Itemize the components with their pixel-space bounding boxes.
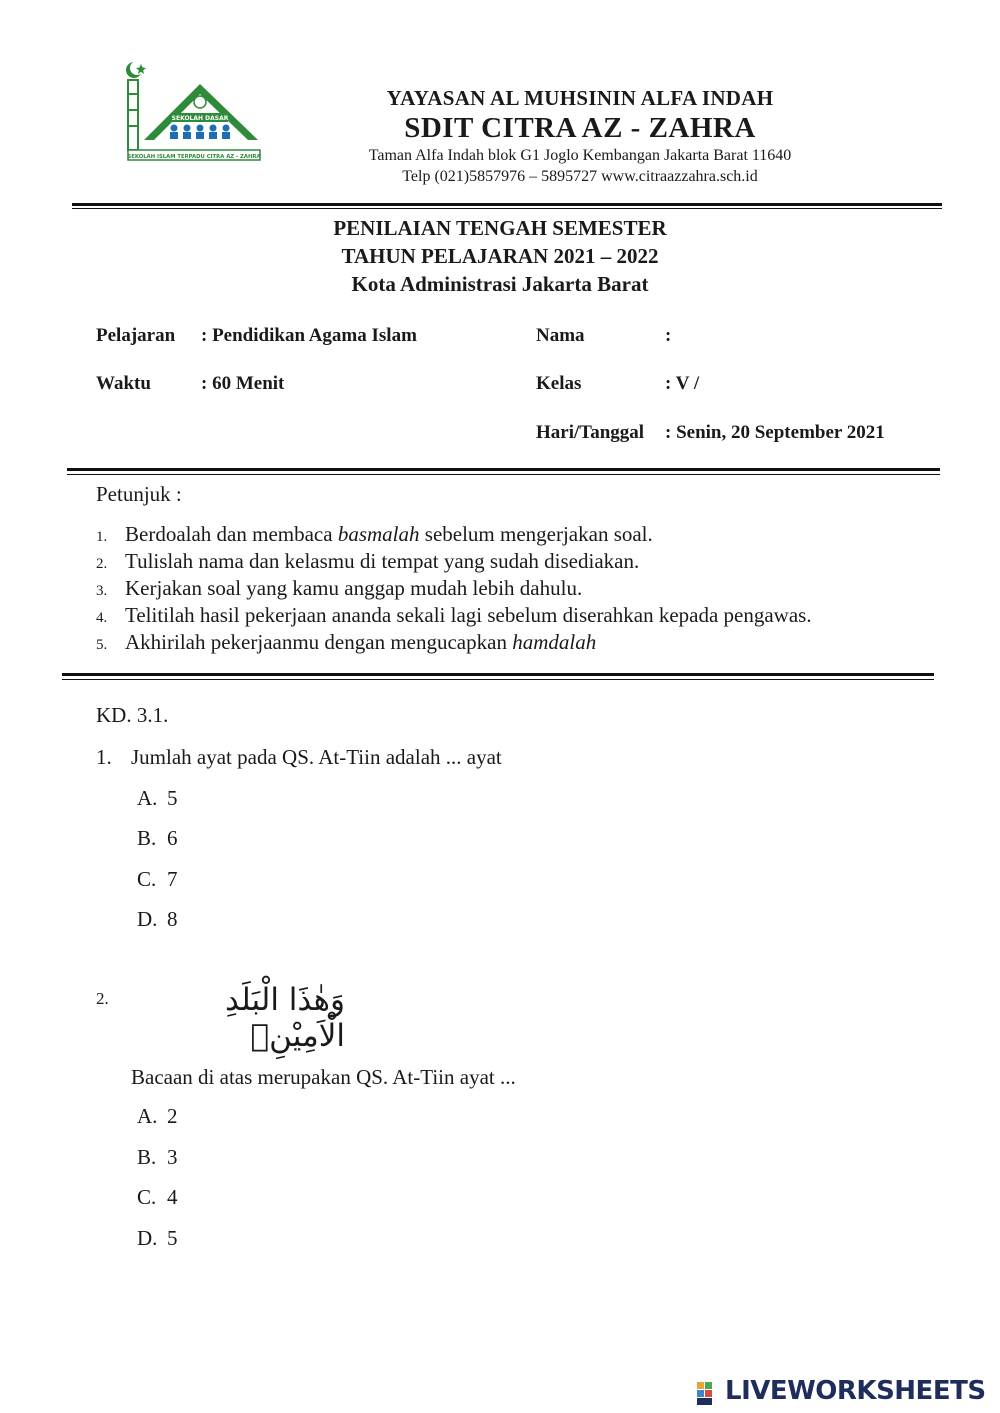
option-letter: C.	[137, 867, 157, 891]
exam-year: TAHUN PELAJARAN 2021 – 2022	[341, 244, 659, 268]
instruction-number: 1.	[96, 529, 108, 545]
info-divider-thin	[67, 474, 940, 475]
option-text: 3	[167, 1145, 178, 1169]
option-letter: D.	[137, 907, 158, 931]
answer-option	[137, 907, 178, 932]
answer-option	[137, 1145, 178, 1170]
option-letter: C.	[137, 1185, 157, 1209]
instruction-text: Berdoalah dan membaca	[125, 522, 338, 546]
instructions-divider-thin	[62, 679, 934, 680]
question-2-text: Bacaan di atas merupakan QS. At-Tiin ayat ...	[131, 1065, 516, 1089]
name-label: Nama	[536, 325, 585, 346]
option-letter: A.	[137, 1104, 158, 1128]
date-label: Hari/Tanggal	[536, 422, 645, 443]
option-text: 6	[167, 826, 178, 850]
instruction-text-end: sebelum mengerjakan soal.	[419, 522, 653, 546]
instructions-heading: Petunjuk :	[96, 482, 182, 506]
question-2-arabic-verse: وَهٰذَا الْبَلَدِ الْاَمِيْنِۙ	[224, 982, 345, 1054]
instruction-text: Tulislah nama dan kelasmu di tempat yang sudah disediakan.	[125, 549, 640, 573]
option-text: 5	[167, 786, 178, 810]
question-1-number: 1.	[96, 745, 112, 769]
instructions-divider-thick	[62, 673, 934, 676]
answer-option	[137, 786, 178, 811]
option-text: 7	[167, 867, 178, 891]
instruction-item	[96, 549, 639, 574]
instruction-number: 5.	[96, 637, 108, 653]
school-phone: Telp (021)5857976 – 5895727 www.citraazzahra.sch.id	[402, 168, 758, 185]
date-value: : Senin, 20 September 2021	[665, 422, 885, 443]
section-label: KD. 3.1.	[96, 703, 169, 727]
instruction-item	[96, 576, 582, 601]
option-text: 2	[167, 1104, 178, 1128]
instruction-text: Telitilah hasil pekerjaan ananda sekali lagi sebelum diserahkan kepada pengawas.	[125, 603, 812, 627]
answer-option	[137, 1185, 178, 1210]
header-divider-thin	[72, 208, 942, 209]
name-value: :	[665, 325, 672, 346]
foundation-name: YAYASAN AL MUHSININ ALFA INDAH	[386, 86, 774, 110]
header-divider-thick	[72, 203, 942, 206]
exam-title: PENILAIAN TENGAH SEMESTER	[333, 216, 667, 240]
option-letter: B.	[137, 1145, 157, 1169]
liveworksheets-watermark: LIVEWORKSHEETS	[725, 1376, 986, 1406]
option-letter: A.	[137, 786, 158, 810]
option-text: 8	[167, 907, 178, 931]
time-value: : 60 Menit	[201, 373, 285, 394]
instruction-number: 3.	[96, 583, 108, 599]
class-value: : V /	[665, 373, 700, 394]
instruction-emphasis: basmalah	[337, 522, 420, 546]
liveworksheets-logo-icon	[697, 1382, 721, 1406]
instruction-emphasis: hamdalah	[512, 630, 597, 654]
instruction-text: Akhirilah pekerjaanmu dengan mengucapkan	[125, 630, 513, 654]
instruction-item	[96, 630, 596, 655]
subject-label: Pelajaran	[96, 325, 176, 346]
school-name: SDIT CITRA AZ - ZAHRA	[404, 112, 756, 144]
question-1-text: Jumlah ayat pada QS. At-Tiin adalah ... ayat	[131, 745, 502, 769]
option-text: 4	[167, 1185, 178, 1209]
class-label: Kelas	[536, 373, 582, 394]
time-label: Waktu	[96, 373, 151, 394]
option-letter: B.	[137, 826, 157, 850]
instruction-item	[96, 522, 653, 547]
answer-option	[137, 1104, 178, 1129]
answer-option	[137, 826, 178, 851]
exam-city: Kota Administrasi Jakarta Barat	[351, 272, 649, 296]
option-letter: D.	[137, 1226, 158, 1250]
question-2-number: 2.	[96, 989, 109, 1008]
school-address: Taman Alfa Indah blok G1 Joglo Kembangan Jakarta Barat 11640	[368, 147, 792, 164]
instruction-item	[96, 603, 812, 628]
answer-option	[137, 1226, 178, 1251]
logo-top-text: SEKOLAH DASAR	[171, 115, 229, 122]
info-divider-thick	[67, 468, 940, 471]
instruction-text: Kerjakan soal yang kamu anggap mudah lebih dahulu.	[125, 576, 583, 600]
option-text: 5	[167, 1226, 178, 1250]
school-logo	[124, 58, 264, 168]
instruction-number: 4.	[96, 610, 108, 626]
instruction-number: 2.	[96, 556, 108, 572]
answer-option	[137, 867, 178, 892]
logo-bottom-text: SEKOLAH ISLAM TERPADU CITRA AZ - ZAHRA	[127, 154, 261, 160]
subject-value: : Pendidikan Agama Islam	[201, 325, 417, 346]
